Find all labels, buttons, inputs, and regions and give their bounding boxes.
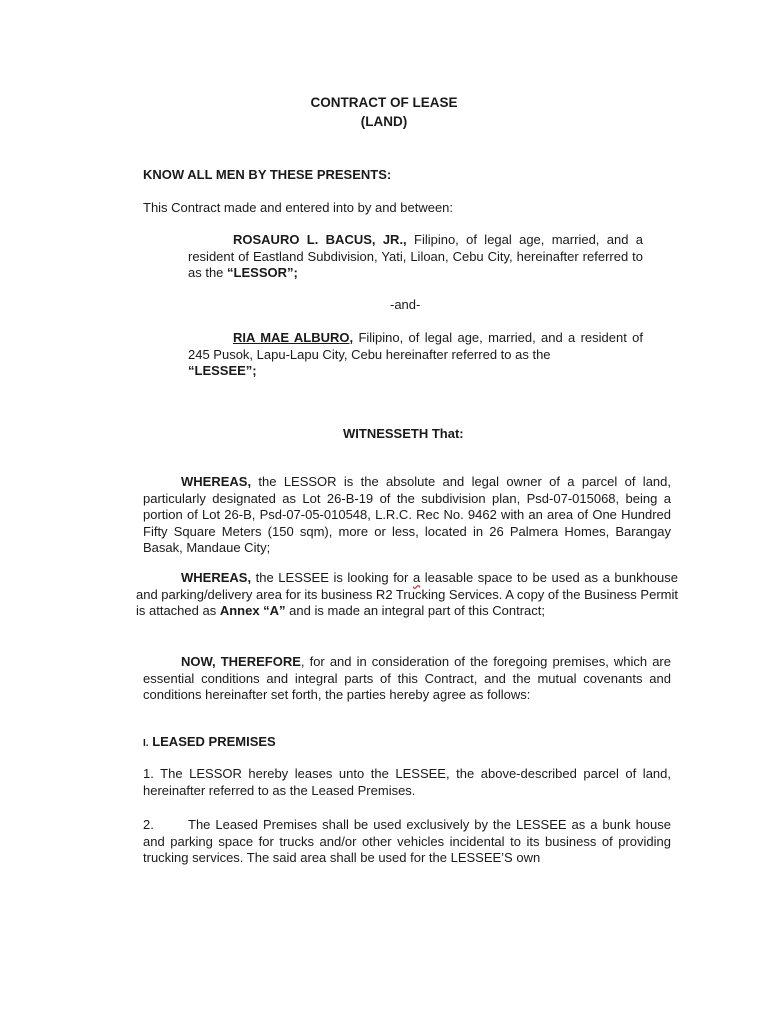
spellcheck-word: a: [412, 570, 421, 585]
document-title: CONTRACT OF LEASE: [310, 95, 458, 110]
whereas-lead-1: WHEREAS,: [181, 474, 252, 489]
whereas-text-2a: the LESSEE is looking for: [251, 570, 413, 585]
section-1-title: LEASED PREMISES: [152, 734, 276, 749]
witnesseth-heading: WITNESSETH That:: [343, 426, 464, 441]
lessee-paragraph: [188, 330, 643, 380]
clause-2: [143, 817, 671, 867]
section-1-number: I.: [143, 738, 149, 749]
lessee-description: Filipino, of legal age, married, and a resident of 245 Pusok, Lapu-Lapu City, Cebu hereinafter referred to as the: [188, 330, 643, 362]
lessee-designation: “LESSEE”;: [188, 363, 257, 378]
clause-2-number: 2.: [143, 817, 154, 832]
whereas-text-2c: and is made an integral part of this Contract;: [285, 603, 545, 618]
annex-reference: Annex “A”: [219, 603, 286, 618]
now-therefore-lead: NOW, THEREFORE: [181, 654, 301, 669]
now-therefore-paragraph: [143, 654, 671, 704]
know-all-heading: KNOW ALL MEN BY THESE PRESENTS:: [143, 167, 392, 182]
now-therefore-text: , for and in consideration of the foregoing premises, which are essential conditions and integral parts of this Contract, and the mutual covenants and conditions hereinafter set forth, the parties hereby agree as follows:: [143, 654, 671, 702]
clause-2-text: The Leased Premises shall be used exclusively by the LESSEE as a bunk house and parking space for trucks and/or other vehicles incidental to its business of providing trucking services. The said area shall be used for the LESSEE’S own: [143, 817, 671, 865]
lessee-name: RIA MAE ALBURO,: [233, 330, 354, 345]
whereas-text-2b: leasable space to be used as a bunkhouse and parking/delivery area for its business R2 Trucking Services. A copy of the Business Permit is attached as: [136, 570, 678, 618]
and-separator: -and-: [390, 297, 421, 312]
lessor-designation: “LESSOR”;: [227, 265, 298, 280]
lessor-name: ROSAURO L. BACUS, JR.,: [233, 232, 407, 247]
whereas-paragraph-2: [136, 570, 678, 620]
whereas-paragraph-1: [143, 474, 671, 557]
intro-paragraph: This Contract made and entered into by and between:: [143, 200, 454, 215]
clause-1: 1. The LESSOR hereby leases unto the LESSEE, the above-described parcel of land, hereinafter referred to as the Leased Premises.: [143, 766, 671, 798]
whereas-lead-2: WHEREAS,: [181, 570, 252, 585]
document-subtitle: (LAND): [360, 114, 408, 129]
lessor-description: Filipino, of legal age, married, and a resident of Eastland Subdivision, Yati, Liloan, Cebu City, hereinafter referred to as the: [188, 232, 643, 280]
lessor-paragraph: [188, 232, 643, 282]
whereas-text-1: the LESSOR is the absolute and legal owner of a parcel of land, particularly designated as Lot 26-B-19 of the subdivision plan, Psd-07-015068, being a portion of Lot 26-B, Psd-07-05-010548, L.R.C. Rec No. 9462 with an area of One Hundred Fifty Square Meters (150 sqm), more or less, located in 26 Palmera Homes, Barangay Basak, Mandaue City;: [143, 474, 671, 555]
section-1-heading: [143, 734, 276, 753]
